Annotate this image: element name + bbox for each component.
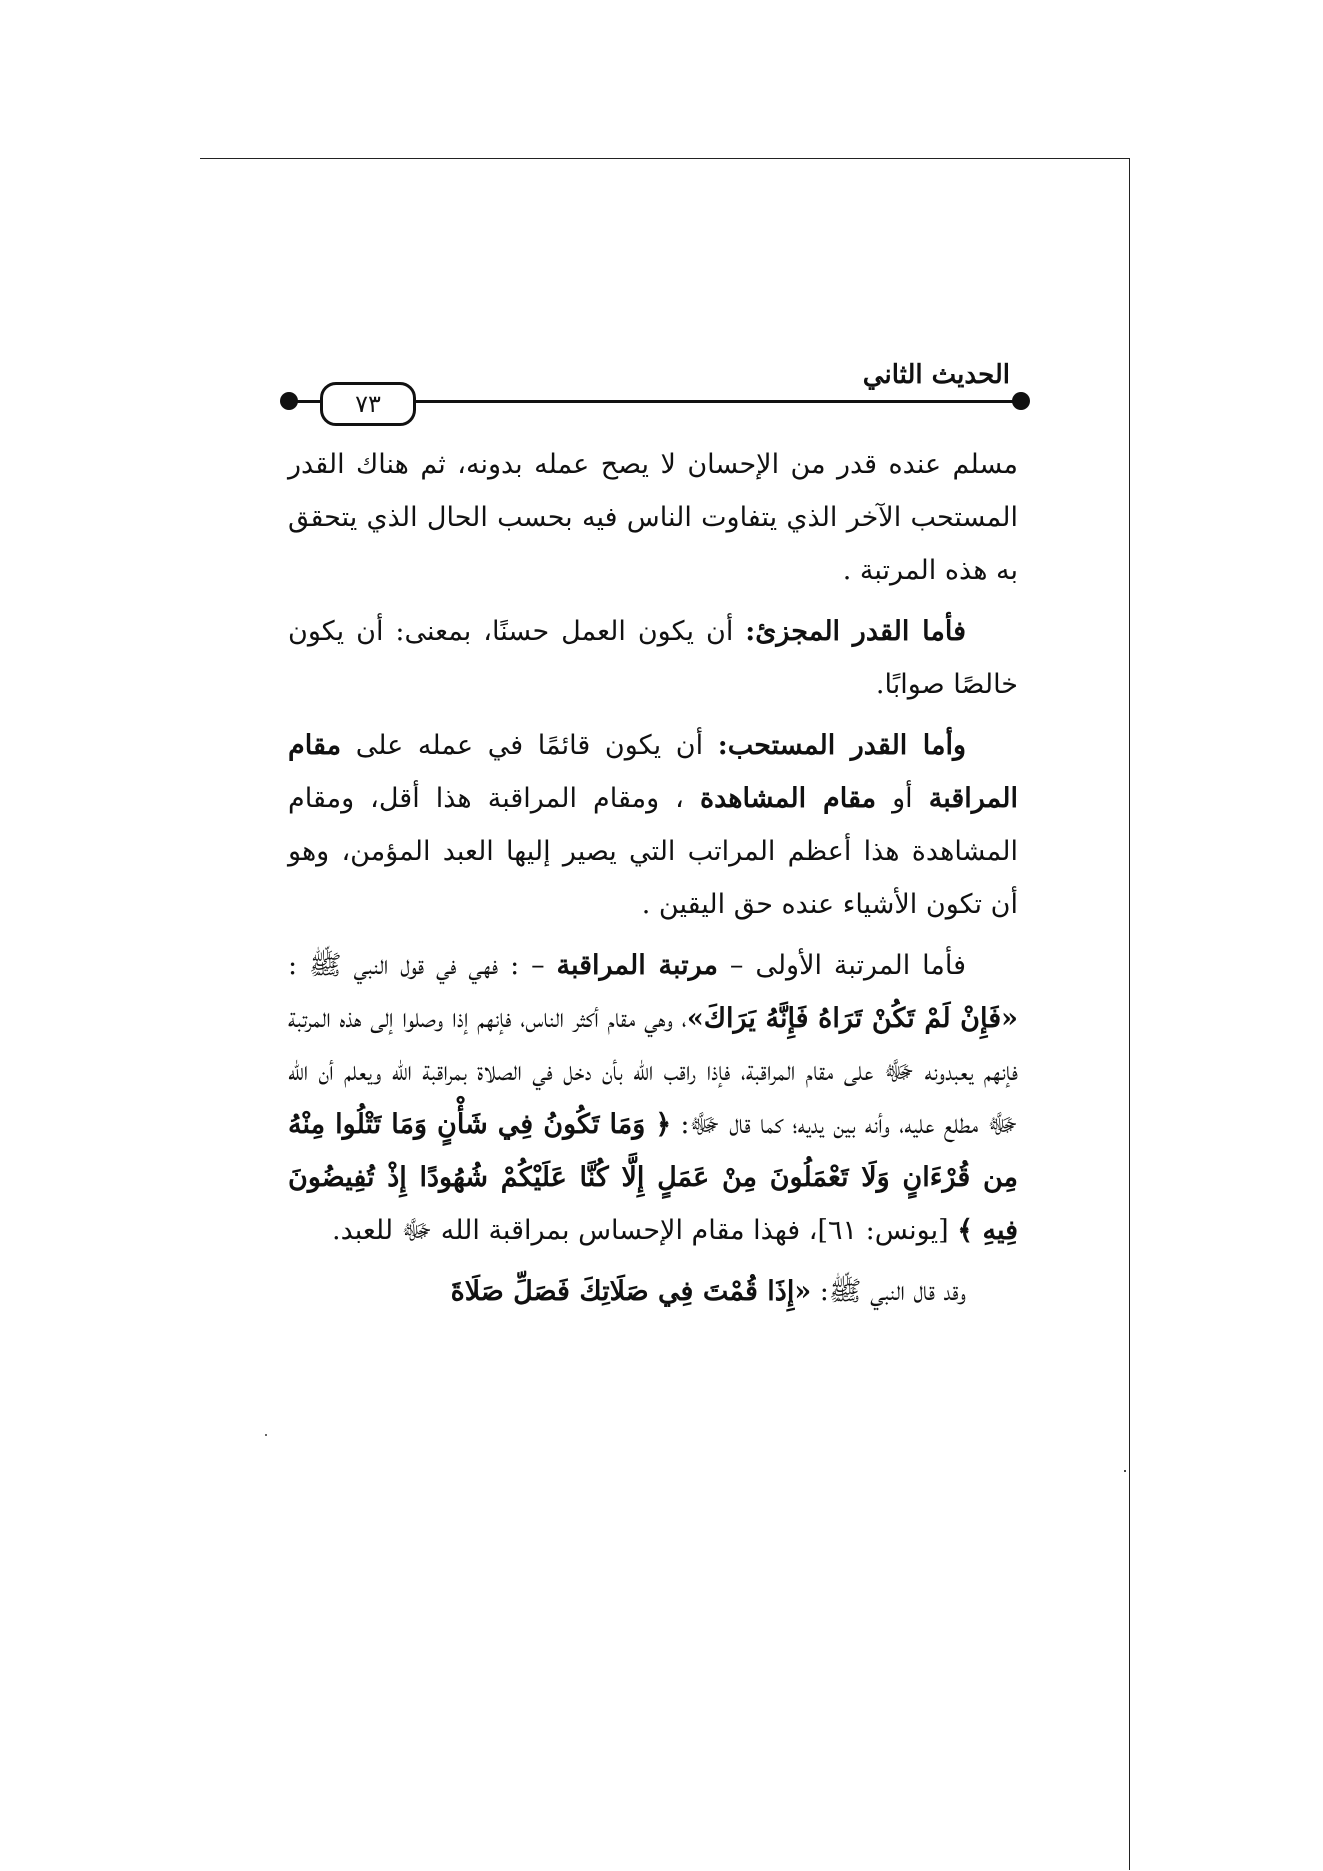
paragraph-5-text-1: وقد قال النبي ﷺ: — [811, 1276, 966, 1307]
hadith-quote-2: «إِذَا قُمْتَ فِي صَلَاتِكَ فَصَلِّ صَلَاةَ — [450, 1276, 812, 1307]
quran-verse: ﴿ وَمَا تَكُونُ فِي شَأْنٍ وَمَا تَتْلُوا مِنْهُ مِن قُرْءَانٍ وَلَا تَعْمَلُونَ مِنْ عَمَلٍ إِلَّا كُنَّا عَلَيْكُمْ شُهُودًا إِذْ تُفِيضُونَ فِيهِ ﴾ — [288, 1109, 1018, 1246]
paragraph-3 — [288, 719, 1018, 931]
paragraph-4-text-1: فأما المرتبة الأولى – — [718, 950, 966, 981]
scan-speck — [265, 1434, 267, 1436]
paragraph-4 — [288, 939, 1018, 1257]
paragraph-3-text-1: أن يكون قائمًا في عمله على — [341, 730, 718, 761]
term-rank-muraqaba: مرتبة المراقبة — [556, 950, 718, 981]
paragraph-4-text-4: [يونس: ٦١]، فهذا مقام الإحساس بمراقبة الله ﷻ للعبد. — [331, 1215, 958, 1246]
crop-mark-right — [1129, 158, 1130, 1870]
paragraph-4-text-3: ، وهي مقام أكثر الناس، فإنهم إذا وصلوا إلى هذه المرتبة فإنهم يعبدونه ﷻ على مقام المراقبة، فإذا راقب الله بأن دخل في الصلاة بمراقبة الله ويعلم أن الله ﷻ مطلع عليه، وأنه بين يديه؛ كما قال ﷻ: — [288, 1003, 1018, 1140]
page-number: ٧٣ — [320, 382, 416, 426]
page-header — [280, 360, 1030, 440]
hadith-quote: «فَإِنْ لَمْ تَكُنْ تَرَاهُ فَإِنَّهُ يَرَاكَ» — [686, 1003, 1018, 1034]
header-dot-left — [280, 392, 298, 410]
crop-mark-top — [200, 158, 1130, 159]
term-mushahada: مقام المشاهدة — [699, 783, 877, 814]
paragraph-2-text: أن يكون العمل حسنًا، بمعنى: أن يكون خالصًا صوابًا. — [288, 616, 1018, 700]
paragraph-3-text-2: أو — [876, 783, 929, 814]
scan-speck — [1124, 1470, 1126, 1472]
term-muraqaba: مقام المراقبة — [288, 730, 1018, 814]
running-head: الحديث الثاني — [862, 360, 1010, 390]
header-dot-right — [1012, 392, 1030, 410]
paragraph-1: مسلم عنده قدر من الإحسان لا يصح عمله بدونه، ثم هناك القدر المستحب الآخر الذي يتفاوت الناس فيه بحسب الحال الذي يتحقق به هذه المرتبة . — [288, 449, 1018, 586]
paragraph-3-text-3: ، ومقام المراقبة هذا أقل، ومقام المشاهدة هذا أعظم المراتب التي يصير إليها العبد المؤمن، وهو أن تكون الأشياء عنده حق اليقين . — [288, 783, 1018, 920]
paragraph-2 — [288, 605, 1018, 711]
paragraph-4-text-2: – : فهي في قول النبي ﷺ : — [288, 950, 557, 981]
page-body — [288, 438, 1018, 1326]
term-recommended-measure: وأما القدر المستحب: — [717, 730, 966, 761]
term-sufficient-measure: فأما القدر المجزئ: — [745, 616, 966, 647]
paragraph-5 — [288, 1265, 1018, 1318]
